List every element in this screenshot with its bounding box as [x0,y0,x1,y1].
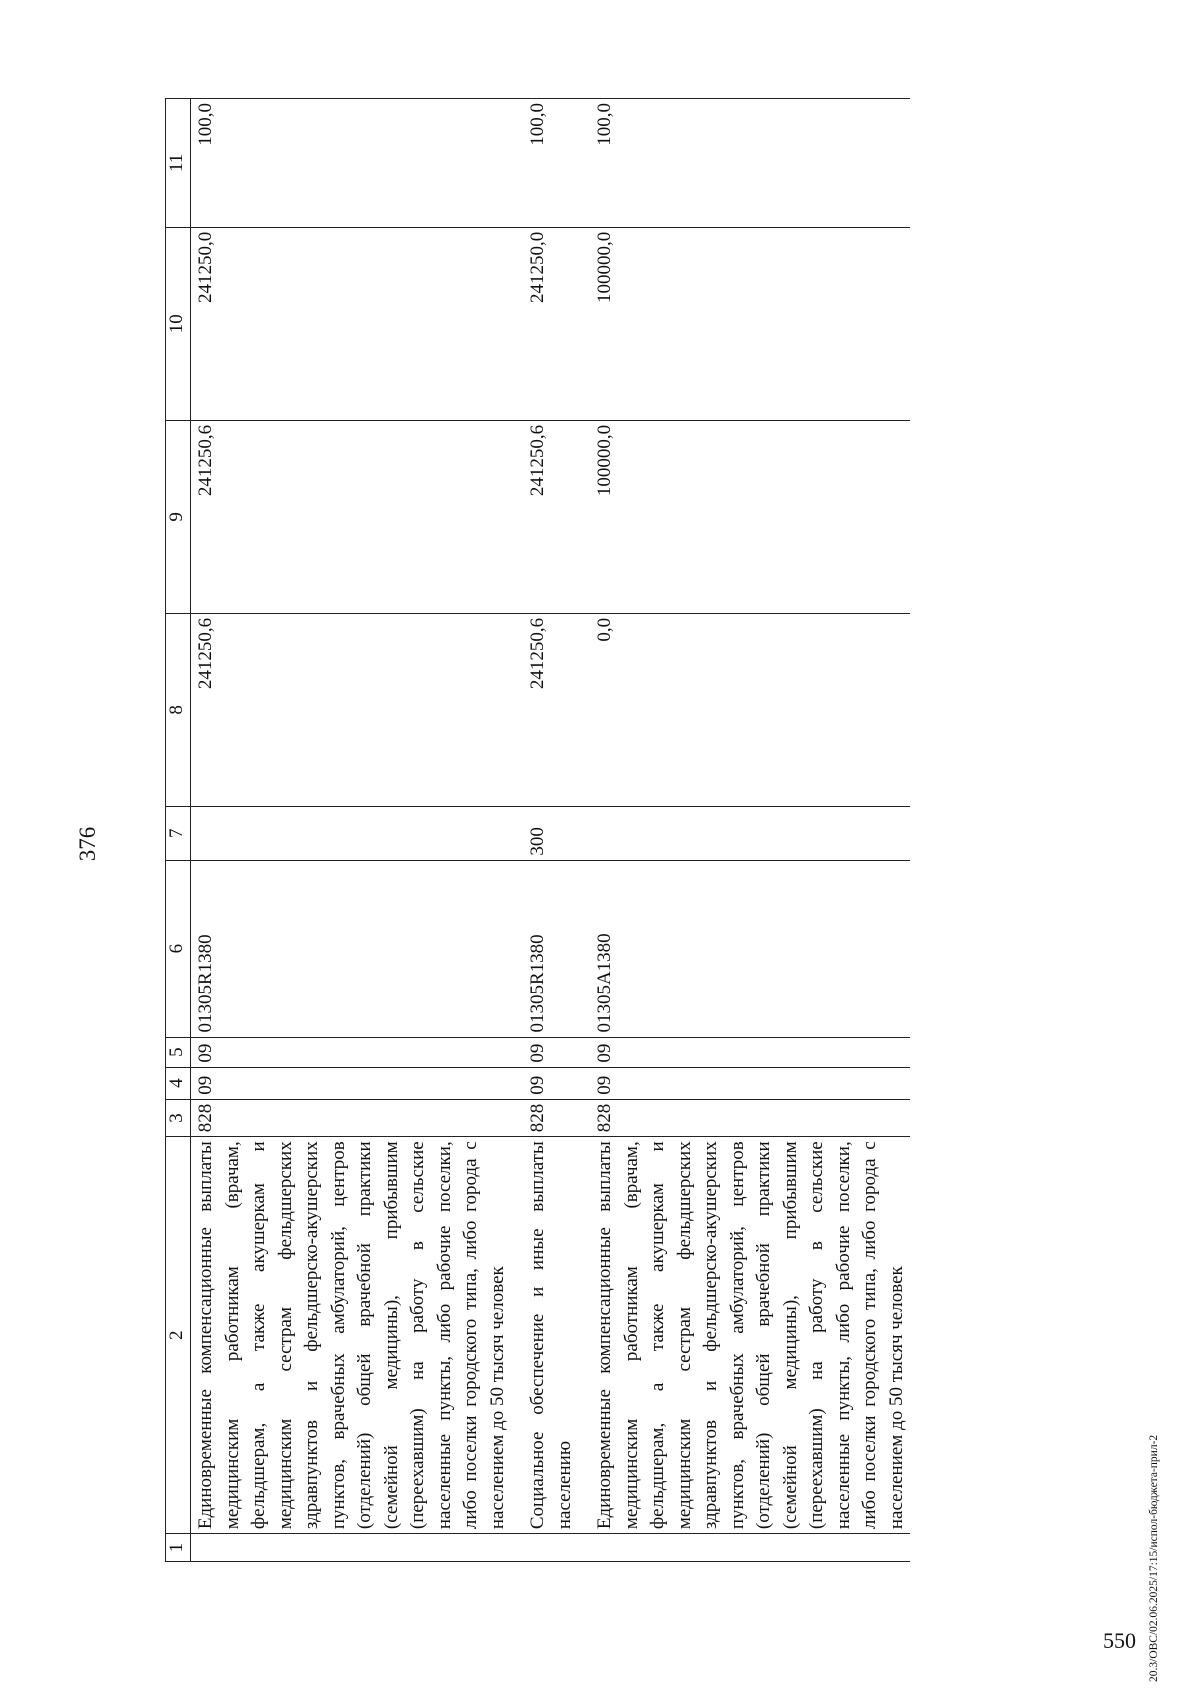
cell-target-article: 01305R1380 [525,860,578,1037]
column-header: 9 [166,420,191,613]
cell-ministry-code: 828 [525,1099,578,1137]
cell-percent: 100,0 [191,99,512,228]
column-header: 6 [166,860,191,1037]
cell-executed: 100000,0 [592,227,910,420]
cell-approved: 0,0 [592,613,910,806]
cell-section: 09 [191,1067,512,1099]
header-row [166,99,191,1562]
cell-ministry-code: 828 [592,1099,910,1137]
column-header: 11 [166,99,191,228]
cell-approved: 241250,6 [191,613,512,806]
cell-description: Социальное обеспечение и иные выплаты населению [525,1137,578,1534]
column-header: 8 [166,613,191,806]
row-spacer [511,99,525,1562]
page-number-top: 376 [75,826,100,862]
cell-section: 09 [525,1067,578,1099]
row-spacer [578,99,592,1562]
document-reference-stamp [1148,1352,1168,1682]
cell-number [525,1534,578,1562]
cell-number [592,1534,910,1562]
column-header: 10 [166,227,191,420]
cell-percent: 100,0 [592,99,910,228]
cell-section: 09 [592,1067,910,1099]
cell-approved: 241250,6 [525,613,578,806]
column-header: 5 [166,1037,191,1067]
cell-expense-type [191,806,512,860]
cell-expense-type [592,806,910,860]
column-header: 4 [166,1067,191,1099]
cell-percent: 100,0 [525,99,578,228]
cell-subsection: 09 [191,1037,512,1067]
column-header: 2 [166,1137,191,1534]
cell-expense-type: 300 [525,806,578,860]
cell-description: Единовременные компенсационные выплаты медицинским работникам (врачам, фельдшерам, а также акушеркам и медицинским сестрам фельдшерских здравпунктов и фельдшерско-акушерских пунктов, врачебных амбулаторий, центров (отделений) общей врачебной практики (семейной медицины), прибывшим (переехавшим) на работу в сельские населенные пункты, либо рабочие поселки, либо поселки городского типа, либо города с населением до 50 тысяч человек [592,1137,910,1534]
page-number-bottom: 550 [1103,1628,1136,1653]
cell-target-article: 01305A1380 [592,860,910,1037]
table-row [592,99,910,1562]
cell-executed: 241250,0 [525,227,578,420]
table-header [166,99,191,1562]
cell-planned: 241250,6 [191,420,512,613]
cell-subsection: 09 [525,1037,578,1067]
cell-planned: 100000,0 [592,420,910,613]
cell-ministry-code: 828 [191,1099,512,1137]
cell-subsection: 09 [592,1037,910,1067]
cell-executed: 241250,0 [191,227,512,420]
cell-description: Единовременные компенсационные выплаты медицинским работникам (врачам, фельдшерам, а также акушеркам и медицинским сестрам фельдшерских здравпунктов и фельдшерско-акушерских пунктов, врачебных амбулаторий, центров (отделений) общей врачебной практики (семейной медицины), прибывшим (переехавшим) на работу в сельские населенные пункты, либо рабочие поселки, либо поселки городского типа, либо города с населением до 50 тысяч человек [191,1137,512,1534]
cell-target-article: 01305R1380 [191,860,512,1037]
cell-planned: 241250,6 [525,420,578,613]
column-header: 7 [166,806,191,860]
column-header: 3 [166,1099,191,1137]
table-row [525,99,578,1562]
document-reference-text: 20.3/OBC/02.06.2025/17:15/испол-бюджета-прил-2 [1148,1434,1160,1682]
budget-table [165,98,910,1562]
column-header: 1 [166,1534,191,1562]
table-row [191,99,512,1562]
cell-number [191,1534,512,1562]
